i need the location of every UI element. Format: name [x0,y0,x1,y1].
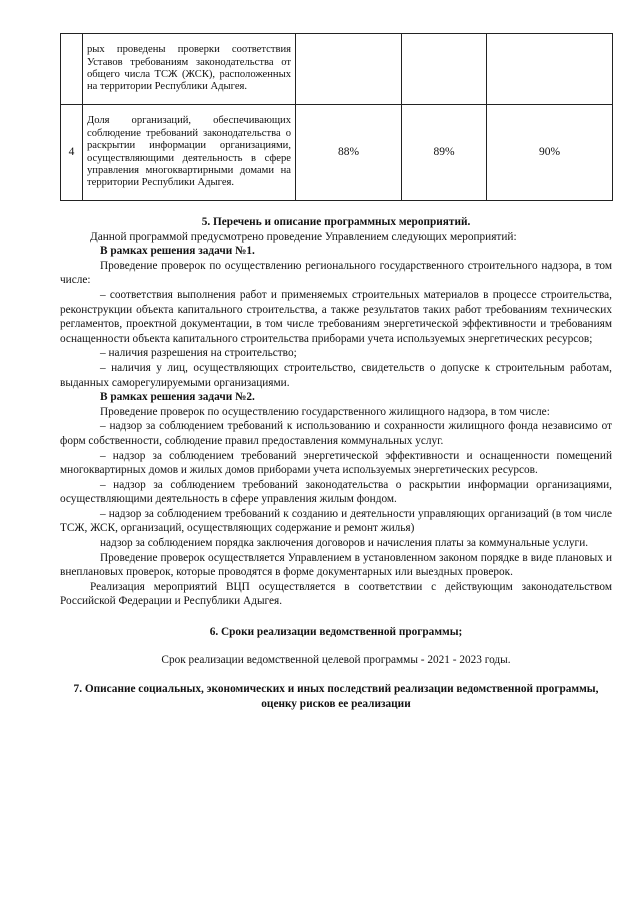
section-5-intro: Данной программой предусмотрено проведение Управлением следующих мероприятий: [90,230,517,243]
task-1-item: – наличия разрешения на строительство; [100,347,297,360]
task-1-intro: Проведение проверок по осуществлению регионального государственного строительного надзора, в том числе: [60,259,612,287]
task-1-item: – соответствия выполнения работ и применяемых строительных материалов в процессе строительства, реконструкции объекта капитального строительства, а также результатов таких работ требованиям технических регламентов, проектной документации, в том числе требованиям энергетической эффективности и требованиям оснащенности объекта капитального строительства приборами учета используемых энергетических ресурсов; [60,288,612,345]
section-7-title: 7. Описание социальных, экономических и иных последствий реализации ведомственной программы, оценку рисков ее реализации [73,683,599,710]
table-row [61,105,613,201]
value-2022: 89% [402,105,487,201]
task-2-item: – надзор за соблюдением требований энергетической эффективности и оснащенности помещений многоквартирных домов и жилых домов приборами учета используемых энергетических ресурсов. [60,449,612,477]
section-6-text: Срок реализации ведомственной целевой программы - 2021 - 2023 годы. [161,653,511,666]
task-2-item: – надзор за соблюдением требований к созданию и деятельности управляющих организаций (в том числе ТСЖ, ЖСК, организаций, осуществляющих содержание и ремонт жилья) [60,507,612,535]
row-number [61,34,83,105]
task-2-item: – надзор за соблюдением требований к использованию и сохранности жилищного фонда независимо от форм собственности, соблюдение правил предоставления коммунальных услуг. [60,420,612,447]
task-2-item: – надзор за соблюдением требований законодательства о раскрытии информации организациями, осуществляющими деятельность в сфере управления жилым фондом. [60,478,612,506]
value-2021 [296,34,402,105]
task-1-heading: В рамках решения задачи №1. [100,245,255,258]
value-2022 [402,34,487,105]
value-2023: 90% [487,105,613,201]
table-row [61,34,613,105]
value-2023 [487,34,613,105]
implementation-paragraph: Реализация мероприятий ВЦП осуществляется в соответствии с действующим законодательством Российской Федерации и Республики Адыгея. [60,580,612,608]
document-body [60,215,612,711]
indicator-description: Доля организаций, обеспечивающих соблюдение требований законодательства о раскрытии информации организациями, осуществляющими деятельность в сфере управления многоквартирными домами на территории Республики Адыгея. [83,105,296,201]
row-number: 4 [61,105,83,201]
checks-paragraph: Проведение проверок осуществляется Управлением в установленном законом порядке в виде плановых и внеплановых проверок, которые проводятся в форме документарных или выездных проверок. [60,551,612,579]
task-2-intro: Проведение проверок по осуществлению государственного жилищного надзора, в том числе: [100,405,550,418]
indicator-description: рых проведены проверки соответствия Уставов требованиям законодательства от общего числа ТСЖ (ЖСК), расположенных на территории Республики Адыгея. [83,34,296,105]
task-2-heading: В рамках решения задачи №2. [100,391,255,404]
section-5-title: 5. Перечень и описание программных мероприятий. [201,216,471,228]
task-2-item: надзор за соблюдением порядка заключения договоров и начисления платы за коммунальные услуги. [100,537,589,550]
indicators-table [60,33,613,201]
section-6-title: 6. Сроки реализации ведомственной программы; [209,626,463,639]
value-2021: 88% [296,105,402,201]
task-1-item: – наличия у лиц, осуществляющих строительство, свидетельств о допуске к строительным работам, выданных саморегулируемыми организациями. [60,361,612,389]
